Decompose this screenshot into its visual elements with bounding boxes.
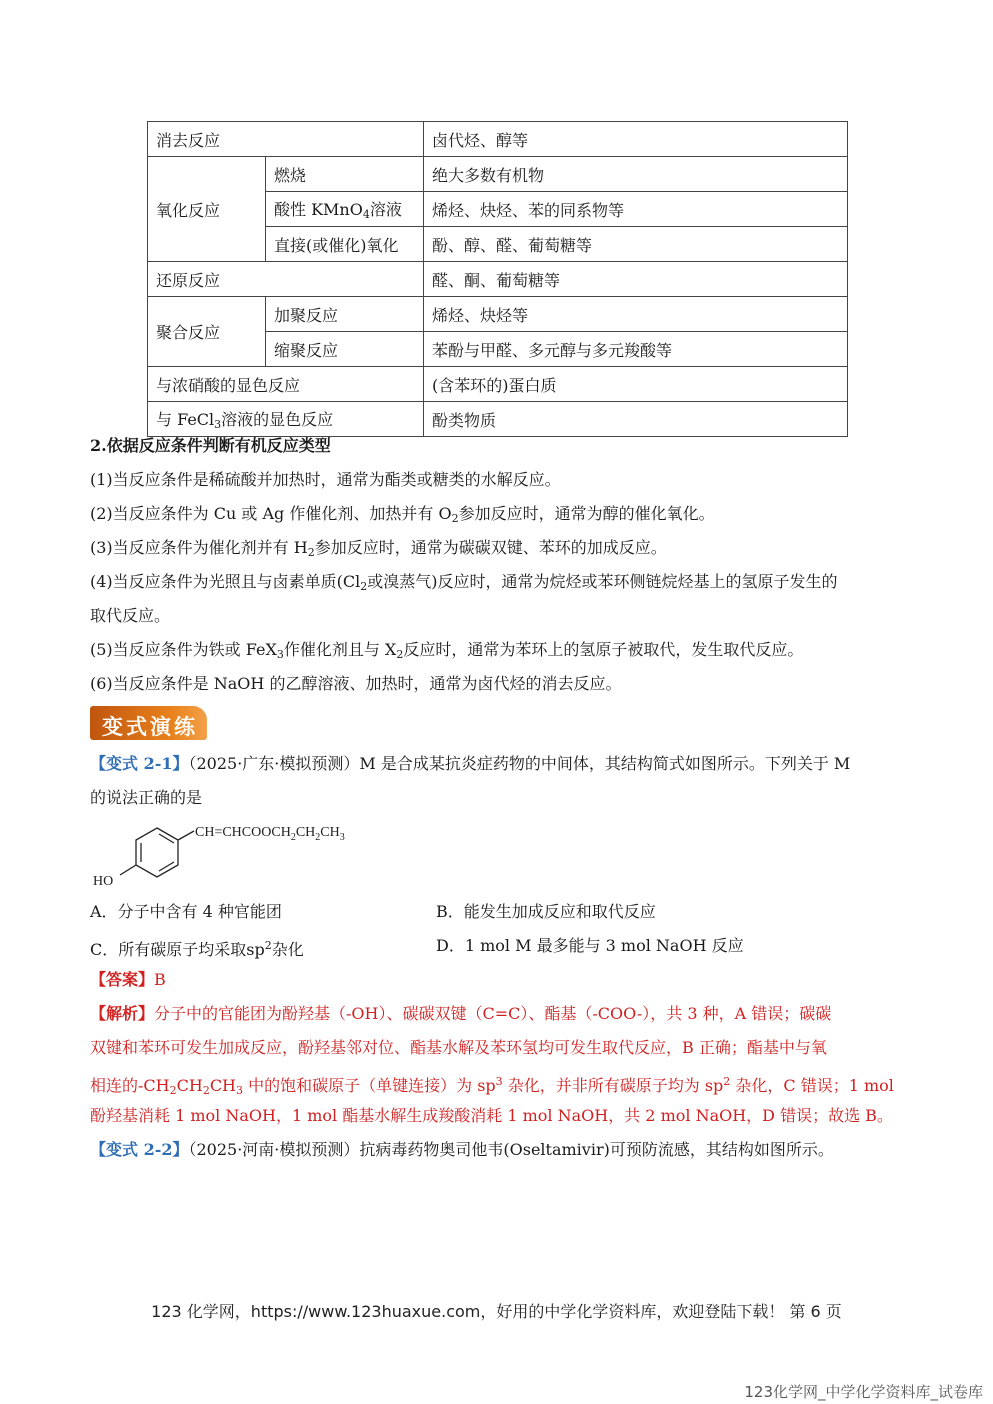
question-stem: [90, 753, 850, 775]
text: (3)当反应条件为催化剂并有 H: [90, 538, 308, 557]
table-cell: [266, 192, 424, 227]
subscript: 4: [362, 208, 370, 221]
superscript: 3: [495, 1075, 503, 1088]
analysis-line: [90, 1071, 894, 1102]
subscript: 2: [360, 580, 368, 593]
table-cell: (含苯环的)蛋白质: [424, 367, 848, 402]
answer-line: [90, 969, 166, 991]
table-cell: 绝大多数有机物: [424, 157, 848, 192]
table-cell: 醛、酮、葡萄糖等: [424, 262, 848, 297]
table-row: [148, 262, 848, 297]
table-cell: 还原反应: [148, 262, 424, 297]
table-cell: 卤代烃、醇等: [424, 122, 848, 157]
text: 相连的-CH: [90, 1076, 170, 1095]
question-tag: 【变式 2-1】: [90, 754, 189, 773]
subscript: 2: [202, 1084, 210, 1097]
option-d: D．1 mol M 最多能与 3 mol NaOH 反应: [436, 936, 744, 955]
table-cell: 与浓硝酸的显色反应: [148, 367, 424, 402]
table-cell: 缩聚反应: [266, 332, 424, 367]
text: 作催化剂且与 X: [283, 640, 397, 659]
table-cell: 酚类物质: [424, 402, 848, 437]
option-b: B．能发生加成反应和取代反应: [436, 902, 656, 921]
subscript: 3: [276, 648, 284, 661]
subscript: 2: [396, 648, 404, 661]
text: C．所有碳原子均采取sp: [90, 940, 265, 959]
text: （2025·河南·模拟预测）抗病毒药物奥司他韦(Oseltamivir)可预防流感，其结构如图所示。: [188, 1140, 834, 1159]
practice-banner: [90, 706, 207, 740]
hydroxyl-label: HO: [93, 874, 114, 889]
text: (4)当反应条件为光照且与卤素单质(Cl: [90, 572, 361, 591]
answer-tag: 【答案】: [90, 970, 155, 989]
analysis-line: 双键和苯环可发生加成反应，酚羟基邻对位、酯基水解及苯环氢均可发生取代反应，B 正确；酯基中与氧: [90, 1038, 827, 1057]
subscript: 3: [214, 418, 222, 431]
cell-text: 与 FeCl: [156, 410, 215, 429]
subscript: 3: [236, 1084, 244, 1097]
watermark: 123化学网_中学化学资料库_试卷库: [744, 1383, 983, 1401]
question-stem: 的说法正确的是: [90, 788, 203, 807]
table-cell: 烯烃、炔烃、苯的同系物等: [424, 192, 848, 227]
table-cell: [148, 402, 424, 437]
text: 或溴蒸气)反应时，通常为烷烃或苯环侧链烷烃基上的氢原子发生的: [367, 572, 838, 591]
table-row: [148, 122, 848, 157]
question-stem: [90, 1139, 834, 1161]
paragraph: [90, 503, 715, 530]
text: CH: [176, 1076, 203, 1095]
banner-label: 变式演练: [102, 715, 198, 739]
text: 杂化: [271, 940, 304, 959]
text: 反应时，通常为苯环上的氢原子被取代，发生取代反应。: [403, 640, 804, 659]
text: 参加反应时，通常为碳碳双键、苯环的加成反应。: [314, 538, 667, 557]
table-row: [148, 367, 848, 402]
text: 分子中的官能团为酚羟基（-OH）、碳碳双键（C=C）、酯基（-COO-），共 3 种，A 错误；碳碳: [154, 1004, 832, 1023]
paragraph: 取代反应。: [90, 606, 171, 625]
superscript: 2: [264, 939, 272, 952]
section-heading: 2.依据反应条件判断有机反应类型: [90, 436, 331, 455]
text: 中的饱和碳原子（单键连接）为 sp: [243, 1076, 496, 1095]
analysis-tag: 【解析】: [90, 1004, 155, 1023]
cell-text: 溶液: [369, 200, 402, 219]
paragraph: [90, 639, 803, 666]
text: (2)当反应条件为 Cu 或 Ag 作催化剂、加热并有 O: [90, 504, 452, 523]
page-footer: 123 化学网，https://www.123huaxue.com，好用的中学化学资料库，欢迎登陆下载！ 第 6 页: [151, 1302, 842, 1321]
table-row: [148, 402, 848, 437]
table-cell: 酚、醇、醛、葡萄糖等: [424, 227, 848, 262]
answer-value: B: [154, 970, 166, 989]
side-chain-bond: [178, 831, 194, 840]
text: 参加反应时，通常为醇的催化氧化。: [458, 504, 715, 523]
table-cell: 加聚反应: [266, 297, 424, 332]
text: 杂化，并非所有碳原子均为 sp: [502, 1076, 724, 1095]
text: (5)当反应条件为铁或 FeX: [90, 640, 277, 659]
table-cell: 燃烧: [266, 157, 424, 192]
cell-text: 酸性 KMnO: [274, 200, 363, 219]
paragraph: [90, 537, 667, 564]
subscript: 2: [451, 512, 459, 525]
question-tag: 【变式 2-2】: [90, 1140, 189, 1159]
paragraph: (6)当反应条件是 NaOH 的乙醇溶液、加热时，通常为卤代烃的消去反应。: [90, 674, 622, 693]
benzene-ring: [120, 828, 194, 877]
option-a: A．分子中含有 4 种官能团: [90, 902, 282, 921]
reaction-type-table: [147, 121, 848, 437]
paragraph: [90, 571, 838, 598]
oh-bond: [120, 865, 136, 875]
table-cell: 烯烃、炔烃等: [424, 297, 848, 332]
table-cell: 氧化反应: [148, 157, 266, 262]
table-cell: 苯酚与甲醛、多元醇与多元羧酸等: [424, 332, 848, 367]
side-chain-label: $CH=CHCOOCH_2CH_2CH_3$: [195, 825, 345, 843]
text: （2025·广东·模拟预测）M 是合成某抗炎症药物的中间体，其结构简式如图所示。下列关于 M: [188, 754, 851, 773]
subscript: 2: [169, 1084, 177, 1097]
superscript: 2: [723, 1075, 731, 1088]
analysis-line: [90, 1003, 831, 1025]
subscript: 2: [307, 546, 315, 559]
table-cell: 直接(或催化)氧化: [266, 227, 424, 262]
option-c: [90, 935, 304, 961]
cell-text: 溶液的显色反应: [221, 410, 334, 429]
table-cell: 聚合反应: [148, 297, 266, 367]
table-row: [148, 157, 848, 192]
table-cell: 消去反应: [148, 122, 424, 157]
table-row: [148, 297, 848, 332]
paragraph: (1)当反应条件是稀硫酸并加热时，通常为酯类或糖类的水解反应。: [90, 470, 561, 489]
text: 杂化，C 错误；1 mol: [730, 1076, 894, 1095]
text: CH: [209, 1076, 237, 1095]
molecule-structure: [90, 815, 390, 895]
analysis-line: 酚羟基消耗 1 mol NaOH，1 mol 酯基水解生成羧酸消耗 1 mol NaOH，共 2 mol NaOH，D 错误；故选 B。: [90, 1106, 893, 1125]
